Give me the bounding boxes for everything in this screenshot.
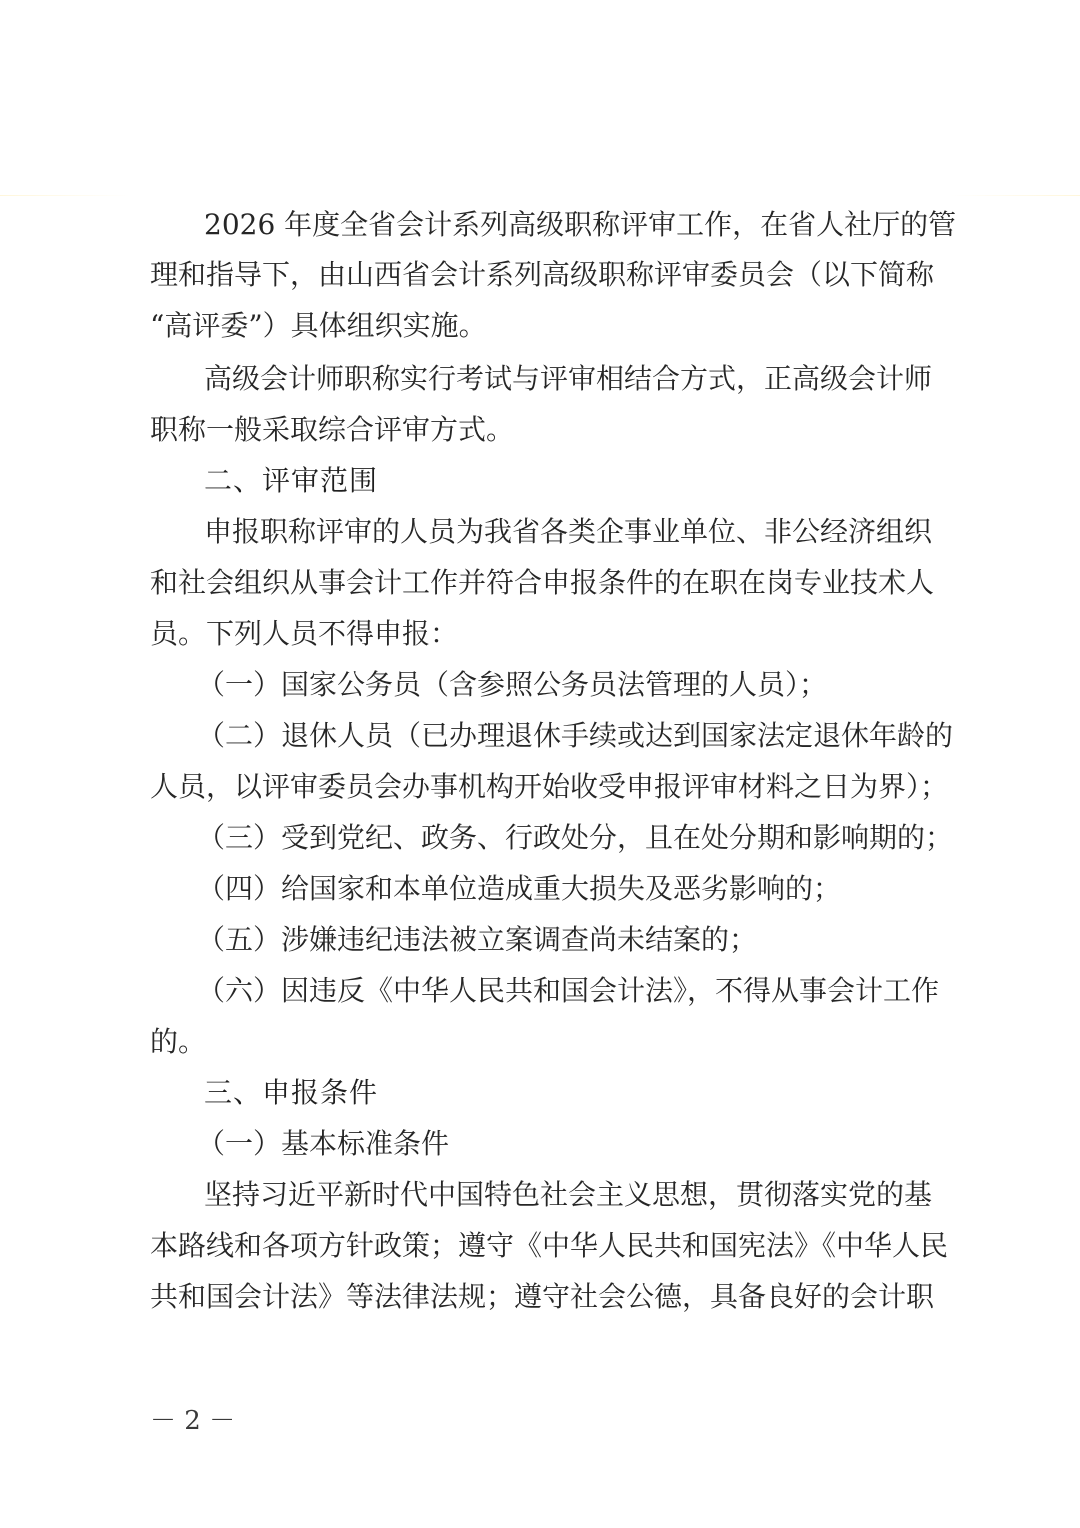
paragraph-line-8: 和社会组织从事会计工作并符合申报条件的在职在岗专业技术人 <box>150 566 935 599</box>
paragraph-line-21: 本路线和各项方针政策；遵守《中华人民共和国宪法》《中华人民 <box>150 1229 949 1262</box>
section-heading-review-scope: 二、评审范围 <box>204 464 379 497</box>
paragraph-line-22: 共和国会计法》等法律法规；遵守社会公德，具备良好的会计职 <box>150 1280 935 1313</box>
paragraph-line-5: 职称一般采取综合评审方式。 <box>150 413 515 446</box>
paragraph-line-2: 理和指导下，由山西省会计系列高级职称评审委员会（以下简称 <box>150 258 935 291</box>
subsection-heading-basic-conditions: （一）基本标准条件 <box>197 1127 450 1160</box>
paragraph-line-9: 员。下列人员不得申报： <box>150 617 459 650</box>
paragraph-line-3: “高评委”）具体组织实施。 <box>150 309 487 342</box>
paragraph-line-1: 2026 年度全省会计系列高级职称评审工作，在省人社厅的管 <box>204 208 957 241</box>
list-item-4: （四）给国家和本单位造成重大损失及恶劣影响的； <box>197 872 842 905</box>
list-item-6: （六）因违反《中华人民共和国会计法》，不得从事会计工作 <box>197 974 940 1007</box>
paragraph-line-4: 高级会计师职称实行考试与评审相结合方式，正高级会计师 <box>204 362 933 395</box>
paragraph-line-7: 申报职称评审的人员为我省各类企事业单位、非公经济组织 <box>204 515 933 548</box>
list-item-1: （一）国家公务员（含参照公务员法管理的人员）； <box>197 668 828 701</box>
scan-edge-mark <box>0 195 1080 196</box>
paragraph-line-20: 坚持习近平新时代中国特色社会主义思想，贯彻落实党的基 <box>204 1178 933 1211</box>
list-item-6-continuation: 的。 <box>150 1025 207 1058</box>
page-number: － 2 － <box>150 1406 236 1436</box>
list-item-3: （三）受到党纪、政务、行政处分，且在处分期和影响期的； <box>197 821 954 854</box>
list-item-5: （五）涉嫌违纪违法被立案调查尚未结案的； <box>197 923 758 956</box>
list-item-2: （二）退休人员（已办理退休手续或达到国家法定退休年龄的 <box>197 719 954 752</box>
section-heading-application-conditions: 三、申报条件 <box>204 1076 379 1109</box>
list-item-2-continuation: 人员，以评审委员会办事机构开始收受申报评审材料之日为界）； <box>150 770 949 803</box>
